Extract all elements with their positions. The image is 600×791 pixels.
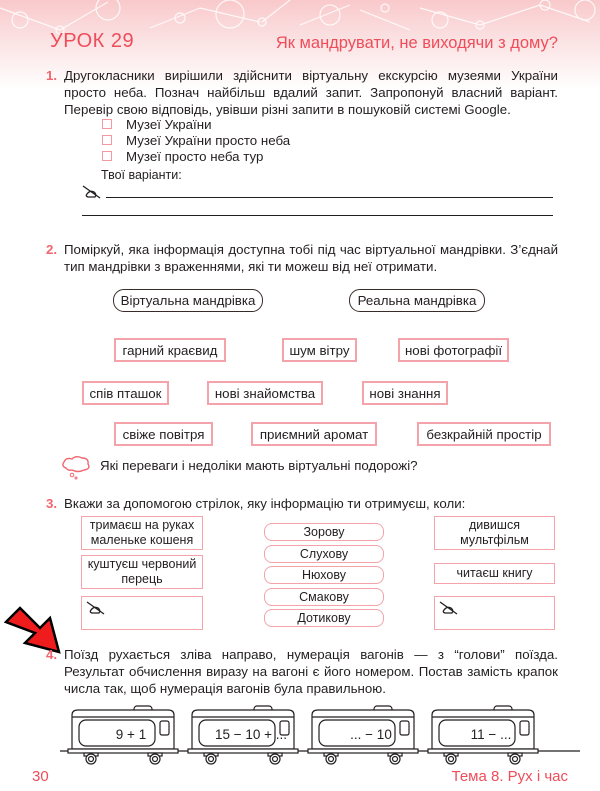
task-number: 2. bbox=[46, 242, 58, 257]
impression-box[interactable]: свіже повітря bbox=[114, 422, 213, 446]
page-number: 30 bbox=[32, 768, 49, 785]
task-4 bbox=[46, 646, 558, 697]
impression-box[interactable]: гарний краєвид bbox=[114, 338, 226, 362]
impression-box[interactable]: нові знайомства bbox=[207, 381, 323, 405]
wagon-expression[interactable]: 11 − ... bbox=[470, 727, 512, 742]
situation-box[interactable]: читаєш книгу bbox=[434, 563, 555, 584]
situation-box[interactable]: дивишся мультфільм bbox=[434, 516, 555, 550]
task-text: Другокласники вирішили здійснити віртуальну екскурсію музеями України просто неба. Познач найбільш вдалий запит. Запропонуй власний варіант. Перевір свою відповідь, увівши різні запити в пошуковій системі Google. bbox=[64, 68, 558, 117]
option-item[interactable]: Музеї України просто неба bbox=[102, 132, 290, 148]
impression-box[interactable]: нові знання bbox=[362, 381, 448, 405]
discussion-question: Які переваги і недоліки мають віртуальні подорожі? bbox=[100, 458, 418, 473]
impression-box[interactable]: нові фотографії bbox=[398, 338, 509, 362]
checkbox[interactable] bbox=[102, 151, 112, 161]
topic-title: Тема 8. Рух і час bbox=[451, 768, 568, 785]
task-number: 1. bbox=[46, 68, 58, 83]
info-type-pill[interactable]: Нюхову bbox=[264, 566, 384, 584]
task-1-options bbox=[102, 116, 290, 164]
answer-box[interactable] bbox=[434, 596, 555, 630]
pencil-hand-icon bbox=[439, 601, 459, 615]
task-text: Поміркуй, яка інформація доступна тобі під час віртуальної мандрівки. З’єднай тип мандрівки з враженнями, які ти можеш від неї отримати. bbox=[64, 242, 558, 274]
your-variants-label: Твої варіанти: bbox=[101, 168, 182, 182]
situation-box[interactable]: куштуєш червоний перець bbox=[81, 555, 203, 589]
thought-cloud-icon bbox=[60, 454, 92, 480]
wagon-expression[interactable]: ... − 10 bbox=[350, 727, 392, 742]
task-text: Поїзд рухається зліва направо, нумерація вагонів — з “голови” поїзда. Результат обчислення виразу на вагоні є його номером. Постав замість крапок числа так, щоб нумерація вагонів була правильною. bbox=[64, 647, 558, 696]
info-type-pill[interactable]: Смакову bbox=[264, 588, 384, 606]
task-3 bbox=[46, 495, 558, 512]
task-text: Вкажи за допомогою стрілок, яку інформацію ти отримуєш, коли: bbox=[64, 496, 466, 511]
situation-box[interactable]: тримаєш на руках маленьке кошеня bbox=[81, 516, 203, 550]
info-type-pill[interactable]: Слухову bbox=[264, 545, 384, 563]
answer-line[interactable] bbox=[106, 197, 553, 198]
lesson-title: Як мандрувати, не виходячи з дому? bbox=[275, 34, 558, 52]
checkbox[interactable] bbox=[102, 135, 112, 145]
task-number: 4. bbox=[46, 647, 58, 662]
impression-box[interactable]: шум вітру bbox=[282, 338, 357, 362]
info-type-pill[interactable]: Дотикову bbox=[264, 609, 384, 627]
impression-box[interactable]: приємний аромат bbox=[251, 422, 377, 446]
option-item[interactable]: Музеї України bbox=[102, 116, 290, 132]
info-type-pill[interactable]: Зорову bbox=[264, 523, 384, 541]
answer-box[interactable] bbox=[81, 596, 203, 630]
option-item[interactable]: Музеї просто неба тур bbox=[102, 148, 290, 164]
impression-box[interactable]: спів пташок bbox=[82, 381, 169, 405]
pencil-hand-icon bbox=[82, 185, 102, 199]
task-2 bbox=[46, 241, 558, 275]
virtual-travel-pill[interactable]: Віртуальна мандрівка bbox=[113, 289, 263, 312]
wagon-expression[interactable]: 15 − 10 + ... bbox=[214, 727, 288, 742]
checkbox[interactable] bbox=[102, 119, 112, 129]
real-travel-pill[interactable]: Реальна мандрівка bbox=[349, 289, 485, 312]
lesson-number: УРОК 29 bbox=[50, 30, 135, 52]
task-number: 3. bbox=[46, 496, 58, 511]
task-1 bbox=[46, 67, 558, 118]
impression-box[interactable]: безкрайній простір bbox=[417, 422, 551, 446]
answer-line[interactable] bbox=[82, 215, 553, 216]
pencil-hand-icon bbox=[86, 601, 106, 615]
wagon-expression[interactable]: 9 + 1 bbox=[115, 727, 147, 742]
